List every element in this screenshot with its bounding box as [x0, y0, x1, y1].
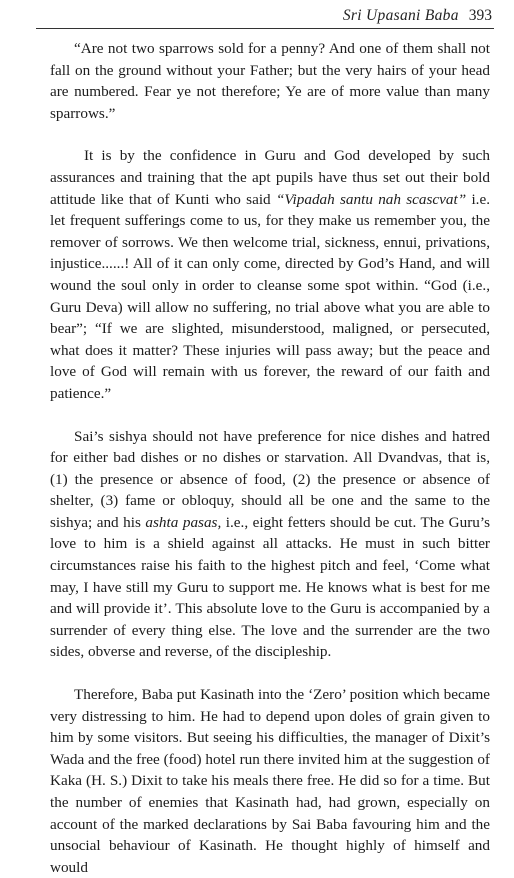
book-title: Sri Upasani Baba: [342, 7, 459, 24]
paragraph-4: Therefore, Baba put Kasinath into the ‘Zero’ position which became very distressing to him. He had to depend upon doles of grain given to him by some visitors. But seeing his difficulties, the manager of Dixit’s Wada and the free (food) hotel run there invited him at the suggestion of Kaka (H. S.) Dixit to take his meals there free. He did so for a time. But the number of enemies that Kasinath had, had grown, especially on account of the marked declarations by Sai Baba favouring him and the unsocial behaviour of Kasinath. He thought highly of himself and would: [50, 686, 490, 876]
sanskrit-quote: “Vipadah santu nah scascvat”: [275, 190, 467, 208]
paragraph-2-text-a: It is by the confidence in Guru and God developed by such assurances and training that the apt pupils have thus set out their bold attitude like that of Kunti who said: [50, 147, 490, 208]
paragraph-2: [50, 145, 490, 404]
paragraph-3-text-a: Sai’s sishya should not have preference for nice dishes and hatred for either bad dishes or no dishes or starvation. All Dvandvas, that is, (1) the presence or absence of food, (2) the presence or absence of shelter, (3) fame or obloquy, should all be one and the same to the sishya; and his: [50, 427, 490, 531]
paragraph-3-text-b: i.e., eight fetters should be cut. The Guru’s love to him is a shield against all attacks. He must in such bitter circumstances raise his faith to the highest pitch and feel, ‘Come what may, I have still my Guru to support me. He knows what is best for me and will provide it’. This absolute love to the Guru is accompanied by a surrender of every thing else. The love and the surrender are the two sides, obverse and reverse, of the discipleship.: [50, 513, 490, 661]
page-number: 393: [468, 7, 492, 24]
paragraph-3: [50, 426, 490, 664]
body-text: [50, 38, 490, 878]
paragraph-2-text-b: i.e. let frequent sufferings come to us, for they make us remember you, the remover of sorrows. We then welcome trial, sickness, ennui, privations, injustice......! All of it can only come, directed by God’s Hand, and will wound the soul only in order to cleanse some spot within. “God (i.e., Guru Deva) will allow no suffering, no trial above what you are able to bear”; “If we are slighted, misunderstood, maligned, or persecuted, what does it matter? These injuries will pass away; but the peace and love of God will remain with us forever, the reward of our faith and patience.”: [50, 190, 490, 402]
header-rule: [36, 28, 494, 29]
paragraph-1: “Are not two sparrows sold for a penny? And one of them shall not fall on the ground without your Father; but the very hairs of your head are numbered. Fear ye not therefore; Ye are of more value than many sparrows.”: [50, 40, 490, 122]
running-header: [32, 6, 492, 26]
sanskrit-term: ashta pasas,: [145, 513, 222, 531]
